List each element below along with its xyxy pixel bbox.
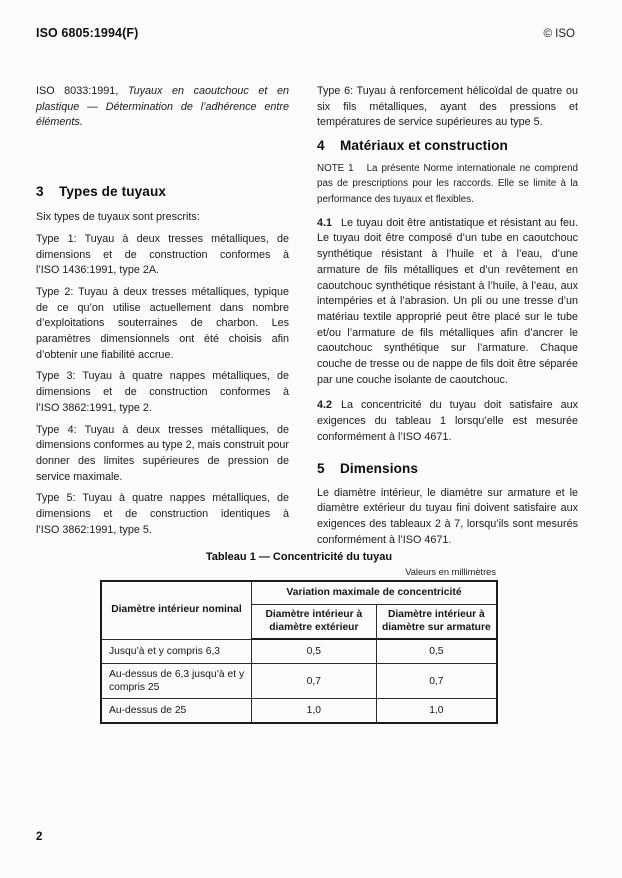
table-row — [101, 639, 497, 664]
paragraph-clause-4-1 — [317, 216, 578, 389]
section-number: 5 — [317, 460, 325, 476]
table-header-nominal-diameter: Diamètre intérieur nominal — [101, 581, 251, 639]
reference-number: ISO 8033:1991, — [36, 85, 128, 97]
paragraph-dimensions: Le diamètre intérieur, le diamètre sur armature et le diamètre extérieur du tuyau fini doivent satisfaire aux exigences des tableaux 2 à 7, lorsqu’ils sont mesurés conformément à l’ISO 4671. — [317, 486, 578, 546]
section-heading-4 — [317, 138, 578, 153]
copyright-notice: © ISO — [543, 28, 575, 40]
note-label: NOTE 1 — [317, 163, 354, 175]
section-title: Matériaux et construction — [340, 138, 508, 154]
row-value: 0,5 — [376, 639, 497, 664]
section-number: 4 — [317, 138, 325, 154]
row-value: 0,7 — [251, 664, 376, 699]
table-units-note: Valeurs en millimètres — [405, 567, 496, 577]
table-1-block — [100, 551, 498, 724]
table-row — [101, 664, 497, 699]
paragraph-clause-4-2 — [317, 398, 578, 445]
section-title: Types de tuyaux — [59, 184, 167, 200]
clause-text: Le tuyau doit être antistatique et résistant au feu. Le tuyau doit être composé d’un tube en caoutchouc synthétique résistant à l’huile et à l’eau, d’une armature de fils métalliques et d’un revêtement en caoutchouc synthétique résistant à l’huile, à l’eau, aux intempéries et à l’abrasion. Un pli ou une tresse d’un matériau textile approprié peut être placé sur le tube et/ou l’armature de fils métalliques afin d’ancrer le caoutchouc synthétique sur l’armature. Chaque couche de tresse ou de nappe de fils doit être séparée par une couche isolante de caoutchouc. — [317, 216, 578, 386]
reference-title: Tuyaux en caoutchouc et en plastique — Détermination de l’adhérence entre éléments. — [36, 85, 289, 129]
paragraph-type-5: Type 5: Tuyau à quatre nappes métalliques, de dimensions et de construction identiques à l’ISO 3862:1991, type 5. — [36, 492, 289, 536]
table-row — [101, 699, 497, 724]
paragraph-note-1 — [317, 161, 578, 207]
paragraph-type-6: Type 6: Tuyau à renforcement hélicoïdal de quatre ou six fils métalliques, ayant des pressions et températures de service supérieures au type 5. — [317, 85, 578, 129]
row-value: 1,0 — [251, 699, 376, 724]
right-column — [317, 84, 578, 554]
row-value: 0,5 — [251, 639, 376, 664]
table-header-group: Variation maximale de concentricité — [251, 581, 497, 605]
table-header-interior-exterior: Diamètre intérieur à diamètre extérieur — [251, 605, 376, 640]
row-value: 1,0 — [376, 699, 497, 724]
section-title: Dimensions — [340, 460, 419, 476]
section-heading-5 — [317, 461, 578, 476]
paragraph-normative-reference — [36, 84, 289, 131]
row-value: 0,7 — [376, 664, 497, 699]
paragraph-type-4: Type 4: Tuyau à deux tresses métalliques, de dimensions conformes au type 2, mais construit pour donner des limites supérieures de pression de service maximale. — [36, 423, 289, 483]
paragraph-type-3: Type 3: Tuyau à quatre nappes métalliques, de dimensions et de construction conformes à l’ISO 3862:1991, type 2. — [36, 370, 289, 414]
paragraph-type-1: Type 1: Tuyau à deux tresses métalliques, de dimensions et de construction conformes à l’ISO 1436:1991, type 2A. — [36, 232, 289, 277]
paragraph-intro: Six types de tuyaux sont prescrits: — [36, 211, 200, 224]
note-text: La présente Norme internationale ne comprend pas de prescriptions pour les raccords. Elle se limite à la performance des tuyaux et flexibles. — [317, 163, 578, 205]
left-column — [36, 84, 289, 544]
row-label: Au-dessus de 25 — [101, 699, 251, 724]
clause-text: La concentricité du tuyau doit satisfaire aux exigences du tableau 1 lorsqu’elle est mesurée conformément à l’ISO 4671. — [317, 399, 578, 443]
row-label: Au-dessus de 6,3 jusqu’à et y compris 25 — [101, 664, 251, 699]
concentricity-table — [100, 580, 498, 724]
clause-number: 4.2 — [317, 399, 333, 412]
table-title: Tableau 1 — Concentricité du tuyau — [205, 551, 393, 563]
page-number: 2 — [36, 831, 43, 843]
clause-number: 4.1 — [317, 216, 333, 229]
section-number: 3 — [36, 184, 44, 200]
document-reference: ISO 6805:1994(F) — [36, 26, 139, 40]
table-header-interior-armature: Diamètre intérieur à diamètre sur armature — [376, 605, 497, 640]
section-heading-3 — [36, 184, 289, 199]
paragraph-type-2: Type 2: Tuyau à deux tresses métalliques, typique de ce qu’on utilise actuellement dans nombre d’exploitations souterraines de charbon. Les paramètres dimensionnels ont été choisis afin d’obtenir une fiabilité accrue. — [36, 285, 289, 361]
row-label: Jusqu’à et y compris 6,3 — [101, 639, 251, 664]
